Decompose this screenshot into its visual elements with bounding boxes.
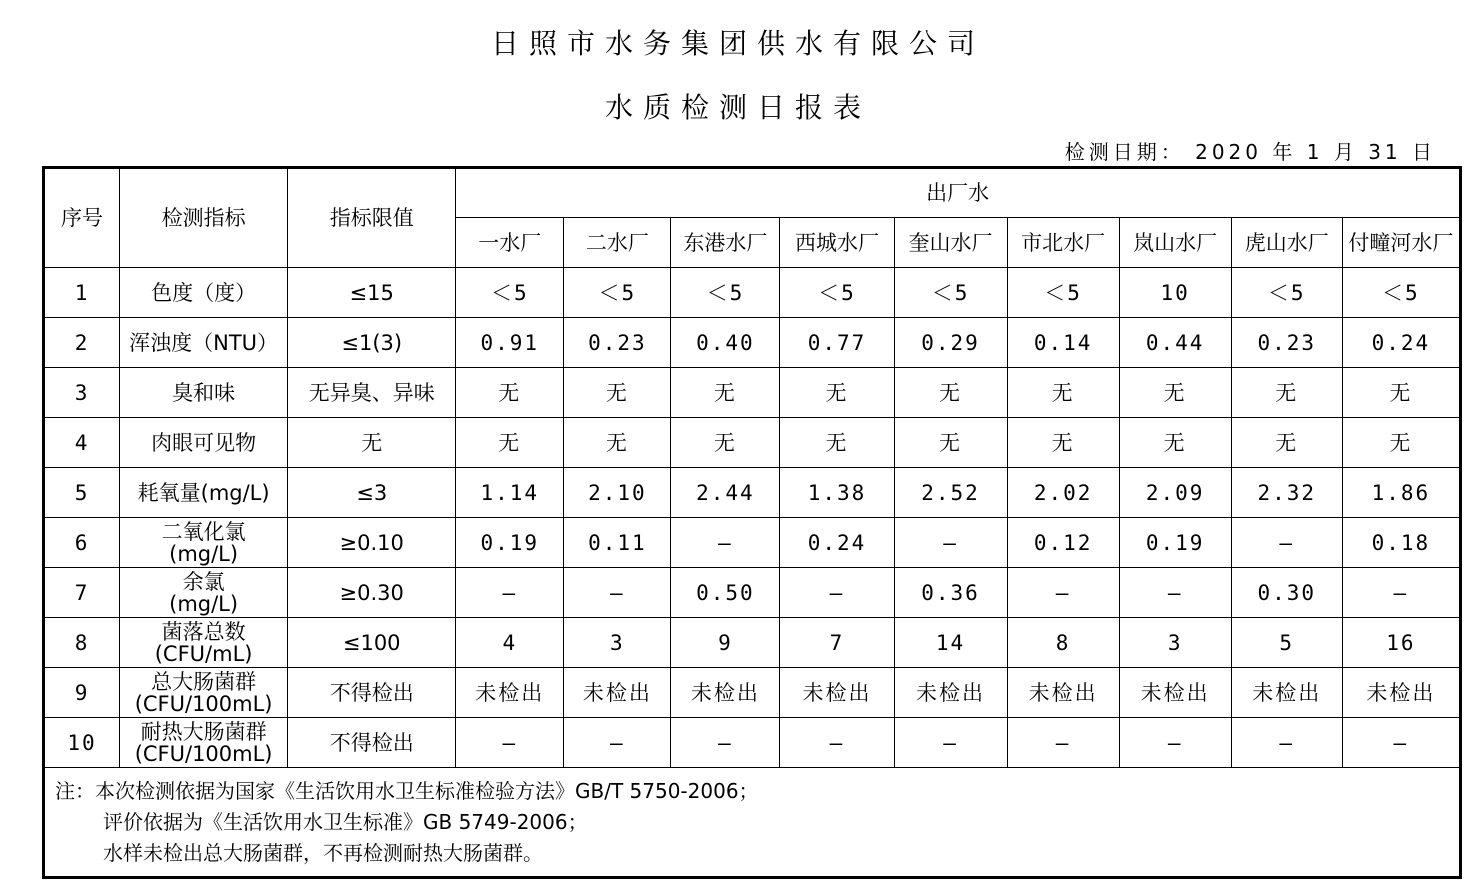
indicator-name: 余氯	[182, 569, 225, 594]
table-row	[44, 268, 1461, 318]
table-row	[44, 618, 1461, 668]
date-year-unit: 年	[1272, 140, 1297, 164]
cell-value: —	[1119, 718, 1231, 768]
cell-value: —	[1007, 718, 1119, 768]
header-plant: 虎山水厂	[1231, 218, 1342, 268]
indicator-name: 总大肠菌群	[151, 669, 257, 694]
cell-value: 无	[671, 418, 780, 468]
cell-value: 0.19	[1119, 518, 1231, 568]
cell-value: 2.32	[1231, 468, 1342, 518]
cell-value: 2.02	[1007, 468, 1119, 518]
cell-value: 无	[456, 368, 564, 418]
date-day-unit: 日	[1412, 140, 1436, 164]
cell-value: 未检出	[456, 668, 564, 718]
row-limit: 无异臭、异味	[288, 368, 456, 418]
row-seq: 5	[44, 468, 120, 518]
cell-value: 无	[456, 418, 564, 468]
water-quality-table	[42, 166, 1462, 879]
cell-value: 无	[894, 368, 1007, 418]
cell-value: ＜5	[1007, 268, 1119, 318]
cell-value: 0.50	[671, 568, 780, 618]
row-seq: 2	[44, 318, 120, 368]
cell-value: 无	[780, 418, 894, 468]
row-indicator: 浑浊度（NTU）	[120, 318, 288, 368]
cell-value: —	[1007, 568, 1119, 618]
cell-value: —	[564, 718, 671, 768]
row-limit: 不得检出	[288, 718, 456, 768]
cell-value: 14	[894, 618, 1007, 668]
cell-value: 0.91	[456, 318, 564, 368]
cell-value: —	[780, 718, 894, 768]
row-seq: 4	[44, 418, 120, 468]
cell-value: 0.36	[894, 568, 1007, 618]
notes-row	[44, 768, 1461, 878]
cell-value: 无	[1007, 418, 1119, 468]
cell-value: 无	[894, 418, 1007, 468]
row-indicator: 耗氧量(mg/L)	[120, 468, 288, 518]
row-indicator	[120, 568, 288, 618]
date-month-unit: 月	[1333, 140, 1358, 164]
cell-value: 2.10	[564, 468, 671, 518]
cell-value: 0.24	[1342, 318, 1460, 368]
row-indicator	[120, 668, 288, 718]
cell-value: 2.09	[1119, 468, 1231, 518]
indicator-name: 耐热大肠菌群	[140, 719, 267, 744]
cell-value: —	[894, 718, 1007, 768]
row-limit: ≤15	[288, 268, 456, 318]
header-plant: 二水厂	[564, 218, 671, 268]
header-plant: 东港水厂	[671, 218, 780, 268]
row-indicator	[120, 718, 288, 768]
cell-value: 0.30	[1231, 568, 1342, 618]
cell-value: 未检出	[1007, 668, 1119, 718]
cell-value: 3	[564, 618, 671, 668]
company-title: 日照市水务集团供水有限公司	[490, 27, 985, 60]
header-plant: 一水厂	[456, 218, 564, 268]
cell-value: 7	[780, 618, 894, 668]
row-indicator: 臭和味	[120, 368, 288, 418]
cell-value: —	[1342, 718, 1460, 768]
cell-value: —	[671, 518, 780, 568]
cell-value: 无	[1231, 368, 1342, 418]
table-row	[44, 568, 1461, 618]
date-year: 2020	[1195, 140, 1263, 164]
cell-value: 10	[1119, 268, 1231, 318]
cell-value: 2.44	[671, 468, 780, 518]
row-limit: ≥0.10	[288, 518, 456, 568]
cell-value: —	[564, 568, 671, 618]
row-seq: 3	[44, 368, 120, 418]
cell-value: 0.11	[564, 518, 671, 568]
cell-value: —	[780, 568, 894, 618]
table-row	[44, 468, 1461, 518]
cell-value: —	[1119, 568, 1231, 618]
cell-value: 未检出	[1119, 668, 1231, 718]
row-seq: 6	[44, 518, 120, 568]
cell-value: 0.44	[1119, 318, 1231, 368]
indicator-unit: (CFU/mL)	[154, 641, 253, 666]
table-row	[44, 718, 1461, 768]
note-line: 注：本次检测依据为国家《生活饮用水卫生标准检验方法》GB/T 5750-2006；	[55, 778, 759, 803]
cell-value: 0.18	[1342, 518, 1460, 568]
cell-value: 0.77	[780, 318, 894, 368]
cell-value: 无	[1119, 418, 1231, 468]
row-limit: ≤1(3)	[288, 318, 456, 368]
cell-value: ＜5	[456, 268, 564, 318]
cell-value: 1.38	[780, 468, 894, 518]
row-indicator: 肉眼可见物	[120, 418, 288, 468]
cell-value: 1.14	[456, 468, 564, 518]
header-plant: 西城水厂	[780, 218, 894, 268]
cell-value: 无	[1007, 368, 1119, 418]
header-seq: 序号	[44, 168, 120, 268]
row-limit: ≥0.30	[288, 568, 456, 618]
cell-value: 8	[1007, 618, 1119, 668]
cell-value: 无	[1342, 418, 1460, 468]
cell-value: 0.40	[671, 318, 780, 368]
indicator-unit: (mg/L)	[169, 541, 239, 566]
header-limit: 指标限值	[288, 168, 456, 268]
header-group-outflow: 出厂水	[456, 168, 1461, 218]
cell-value: 4	[456, 618, 564, 668]
cell-value: —	[671, 718, 780, 768]
table-row	[44, 518, 1461, 568]
indicator-unit: (mg/L)	[169, 591, 239, 616]
table-row	[44, 668, 1461, 718]
notes-cell	[44, 768, 1461, 878]
row-seq: 1	[44, 268, 120, 318]
cell-value: 未检出	[671, 668, 780, 718]
row-seq: 8	[44, 618, 120, 668]
cell-value: ＜5	[1342, 268, 1460, 318]
cell-value: —	[1231, 718, 1342, 768]
cell-value: 0.19	[456, 518, 564, 568]
cell-value: ＜5	[564, 268, 671, 318]
indicator-unit: (CFU/100mL)	[134, 741, 273, 766]
cell-value: 2.52	[894, 468, 1007, 518]
row-indicator: 色度（度）	[120, 268, 288, 318]
indicator-name: 菌落总数	[161, 619, 246, 644]
row-limit: ≤3	[288, 468, 456, 518]
row-limit: 不得检出	[288, 668, 456, 718]
cell-value: 未检出	[1342, 668, 1460, 718]
header-plant: 岚山水厂	[1119, 218, 1231, 268]
cell-value: 无	[1119, 368, 1231, 418]
cell-value: —	[1342, 568, 1460, 618]
header-plant: 市北水厂	[1007, 218, 1119, 268]
cell-value: 无	[671, 368, 780, 418]
cell-value: 未检出	[894, 668, 1007, 718]
indicator-name: 二氧化氯	[161, 519, 246, 544]
cell-value: 0.12	[1007, 518, 1119, 568]
cell-value: —	[894, 518, 1007, 568]
header-indicator: 检测指标	[120, 168, 288, 268]
cell-value: 未检出	[564, 668, 671, 718]
cell-value: —	[456, 718, 564, 768]
cell-value: 0.14	[1007, 318, 1119, 368]
date-day: 31	[1368, 140, 1402, 164]
row-seq: 9	[44, 668, 120, 718]
cell-value: 0.23	[1231, 318, 1342, 368]
cell-value: 无	[564, 368, 671, 418]
cell-value: —	[1231, 518, 1342, 568]
cell-value: 5	[1231, 618, 1342, 668]
cell-value: 0.23	[564, 318, 671, 368]
cell-value: ＜5	[671, 268, 780, 318]
note-line: 水样未检出总大肠菌群，不再检测耐热大肠菌群。	[103, 840, 543, 865]
indicator-unit: (CFU/100mL)	[134, 691, 273, 716]
cell-value: 未检出	[1231, 668, 1342, 718]
cell-value: 无	[780, 368, 894, 418]
row-limit: 无	[288, 418, 456, 468]
note-line: 评价依据为《生活饮用水卫生标准》GB 5749-2006；	[103, 809, 588, 834]
report-date	[1065, 136, 1436, 165]
cell-value: ＜5	[894, 268, 1007, 318]
date-month: 1	[1306, 140, 1324, 164]
report-title: 水质检测日报表	[604, 91, 871, 124]
cell-value: 无	[564, 418, 671, 468]
row-indicator	[120, 618, 288, 668]
cell-value: 16	[1342, 618, 1460, 668]
cell-value: 3	[1119, 618, 1231, 668]
table-row	[44, 368, 1461, 418]
header-plant: 奎山水厂	[894, 218, 1007, 268]
cell-value: 无	[1342, 368, 1460, 418]
row-indicator	[120, 518, 288, 568]
cell-value: ＜5	[780, 268, 894, 318]
row-seq: 10	[44, 718, 120, 768]
date-label: 检测日期：	[1064, 140, 1185, 164]
cell-value: 1.86	[1342, 468, 1460, 518]
cell-value: 0.24	[780, 518, 894, 568]
table-row	[44, 318, 1461, 368]
cell-value: 0.29	[894, 318, 1007, 368]
header-plant: 付疃河水厂	[1342, 218, 1460, 268]
row-limit: ≤100	[288, 618, 456, 668]
cell-value: ＜5	[1231, 268, 1342, 318]
table-row	[44, 418, 1461, 468]
cell-value: —	[456, 568, 564, 618]
row-seq: 7	[44, 568, 120, 618]
cell-value: 9	[671, 618, 780, 668]
cell-value: 未检出	[780, 668, 894, 718]
cell-value: 无	[1231, 418, 1342, 468]
